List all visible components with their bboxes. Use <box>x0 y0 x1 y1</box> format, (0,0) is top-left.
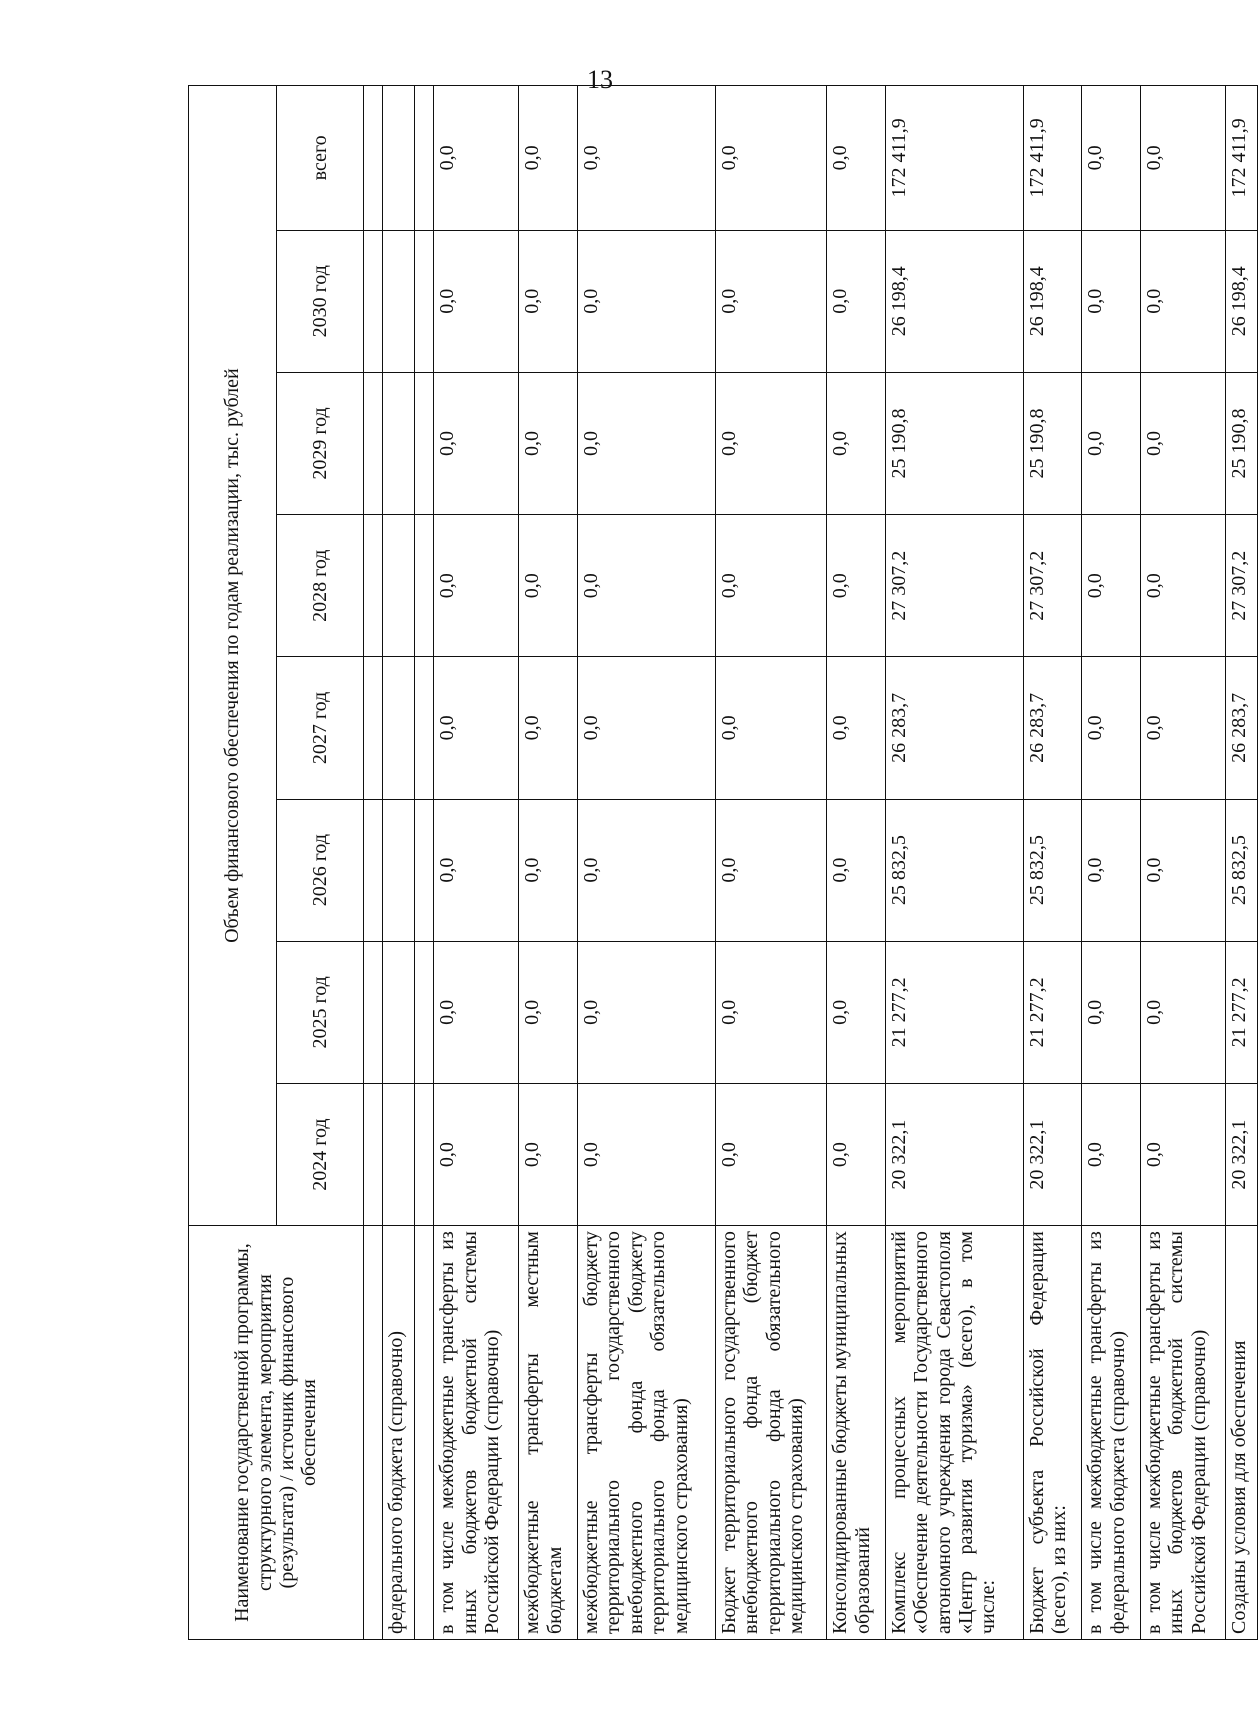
cell-value: 0,0 <box>827 372 886 514</box>
cell-value: 21 277,2 <box>885 941 1023 1083</box>
cell-value <box>383 372 415 514</box>
cell-value: 26 283,7 <box>885 657 1023 799</box>
cell-value: 21 277,2 <box>1023 941 1082 1083</box>
cell-value: 0,0 <box>519 86 578 231</box>
cell-value: 0,0 <box>434 1083 519 1225</box>
table-row <box>577 86 715 1640</box>
cell-value: 0,0 <box>434 230 519 372</box>
cell-value: 0,0 <box>715 657 826 799</box>
cell-value: 0,0 <box>519 657 578 799</box>
cell-value: 0,0 <box>1082 799 1141 941</box>
cell-value: 0,0 <box>827 86 886 231</box>
table-row <box>1023 86 1082 1640</box>
cell-value <box>383 515 415 657</box>
cell-value: 0,0 <box>827 799 886 941</box>
cell-value: 0,0 <box>519 941 578 1083</box>
row-name: Бюджет субъекта Российской Федерации (всего), из них: <box>1023 1226 1082 1640</box>
table-row <box>519 86 578 1640</box>
cell-value: 0,0 <box>577 515 715 657</box>
cell-value: 0,0 <box>577 799 715 941</box>
cell-value: 0,0 <box>1140 657 1225 799</box>
cell-value: 0,0 <box>715 86 826 231</box>
cell-value: 0,0 <box>715 230 826 372</box>
cell-value <box>383 799 415 941</box>
table-row <box>364 86 383 1640</box>
cell-value <box>383 941 415 1083</box>
cell-value: 0,0 <box>1140 941 1225 1083</box>
cell-value: 0,0 <box>577 230 715 372</box>
table-row <box>434 86 519 1640</box>
cell-value: 26 283,7 <box>1023 657 1082 799</box>
cell-value: 0,0 <box>827 1083 886 1225</box>
cell-value: 0,0 <box>434 372 519 514</box>
header-year: 2025 год <box>276 941 364 1083</box>
table-row <box>1140 86 1225 1640</box>
cell-value: 0,0 <box>827 941 886 1083</box>
cell-value: 26 198,4 <box>1023 230 1082 372</box>
header-row-top <box>189 86 277 1640</box>
cell-value: 0,0 <box>519 372 578 514</box>
row-name: Комплекс процессных мероприятий «Обеспечение деятельности Государственного автономного учреждения города Севастополя «Центр развития туризма» (всего), в том числе: <box>885 1226 1023 1640</box>
cell-value: 0,0 <box>715 1083 826 1225</box>
cell-value: 0,0 <box>1082 86 1141 231</box>
page-number: 13 <box>587 65 613 94</box>
cell-value: 0,0 <box>1082 941 1141 1083</box>
cell-value <box>383 86 415 231</box>
cell-value: 0,0 <box>715 515 826 657</box>
cell-value: 172 411,9 <box>885 86 1023 231</box>
cell-value: 0,0 <box>715 372 826 514</box>
cell-value: 0,0 <box>519 230 578 372</box>
cell-value: 25 832,5 <box>1225 799 1257 941</box>
cell-value: 0,0 <box>1140 86 1225 231</box>
rotated-table-frame <box>188 85 1250 1640</box>
header-year: 2026 год <box>276 799 364 941</box>
cell-value: 27 307,2 <box>1023 515 1082 657</box>
header-total: всего <box>276 86 364 231</box>
cell-value: 0,0 <box>1140 1083 1225 1225</box>
row-name: межбюджетные трансферты бюджету территориального государственного внебюджетного фонда (бюджету территориального фонда обязательного медицинского страхования) <box>577 1226 715 1640</box>
cell-value: 25 190,8 <box>1023 372 1082 514</box>
header-year: 2024 год <box>276 1083 364 1225</box>
row-name: Бюджет территориального государственного внебюджетного фонда (бюджет территориального фонда обязательного медицинского страхования) <box>715 1226 826 1640</box>
cell-value: 0,0 <box>1082 515 1141 657</box>
table-row <box>415 86 434 1640</box>
cell-value: 26 283,7 <box>1225 657 1257 799</box>
cell-value: 26 198,4 <box>885 230 1023 372</box>
cell-value: 20 322,1 <box>1023 1083 1082 1225</box>
row-name: межбюджетные трансферты местным бюджетам <box>519 1226 578 1640</box>
row-name: в том числе межбюджетные трансферты из иных бюджетов бюджетной системы Российской Федерации (справочно) <box>1140 1226 1225 1640</box>
cell-value: 0,0 <box>1082 1083 1141 1225</box>
header-year: 2029 год <box>276 372 364 514</box>
table-row <box>885 86 1023 1640</box>
cell-value: 0,0 <box>434 799 519 941</box>
cell-value: 25 832,5 <box>1023 799 1082 941</box>
cell-value: 172 411,9 <box>1023 86 1082 231</box>
row-name: в том числе межбюджетные трансферты из федерального бюджета (справочно) <box>1082 1226 1141 1640</box>
cell-value: 25 832,5 <box>885 799 1023 941</box>
cell-value: 0,0 <box>1082 657 1141 799</box>
cell-value: 0,0 <box>1140 799 1225 941</box>
cell-value: 0,0 <box>577 657 715 799</box>
cell-value: 0,0 <box>1082 230 1141 372</box>
row-name: Консолидированные бюджеты муниципальных образований <box>827 1226 886 1640</box>
cell-value: 27 307,2 <box>885 515 1023 657</box>
cell-value: 0,0 <box>827 230 886 372</box>
cell-value <box>383 230 415 372</box>
header-year: 2030 год <box>276 230 364 372</box>
cell-value: 0,0 <box>519 799 578 941</box>
cell-value: 25 190,8 <box>1225 372 1257 514</box>
table-row <box>827 86 886 1640</box>
row-name: федерального бюджета (справочно) <box>383 1226 415 1640</box>
cell-value: 0,0 <box>715 941 826 1083</box>
table-row <box>1082 86 1141 1640</box>
cell-value: 20 322,1 <box>1225 1083 1257 1225</box>
row-name: в том числе межбюджетные трансферты из иных бюджетов бюджетной системы Российской Федерации (справочно) <box>434 1226 519 1640</box>
cell-value: 0,0 <box>1082 372 1141 514</box>
cell-value: 21 277,2 <box>1225 941 1257 1083</box>
table-row <box>1225 86 1257 1640</box>
cell-value: 172 411,9 <box>1225 86 1257 231</box>
header-year: 2028 год <box>276 515 364 657</box>
header-year: 2027 год <box>276 657 364 799</box>
cell-value: 25 190,8 <box>885 372 1023 514</box>
cell-value <box>383 1083 415 1225</box>
header-volume-group: Объем финансового обеспечения по годам реализации, тыс. рублей <box>189 86 277 1226</box>
financing-table <box>188 85 1258 1640</box>
cell-value: 0,0 <box>577 1083 715 1225</box>
cell-value: 0,0 <box>434 86 519 231</box>
cell-value: 0,0 <box>827 657 886 799</box>
table-row <box>715 86 826 1640</box>
cell-value: 0,0 <box>1140 515 1225 657</box>
cell-value: 0,0 <box>434 941 519 1083</box>
cell-value: 0,0 <box>715 799 826 941</box>
row-name: Созданы условия для обеспечения <box>1225 1226 1257 1640</box>
table-row <box>383 86 415 1640</box>
cell-value: 0,0 <box>827 515 886 657</box>
cell-value: 26 198,4 <box>1225 230 1257 372</box>
cell-value: 20 322,1 <box>885 1083 1023 1225</box>
header-name-column: Наименование государственной программы, структурного элемента, мероприятия (результата) / источник финансового обеспечения <box>189 1226 364 1640</box>
cell-value: 0,0 <box>577 372 715 514</box>
cell-value: 0,0 <box>519 515 578 657</box>
cell-value: 0,0 <box>434 515 519 657</box>
cell-value: 0,0 <box>1140 372 1225 514</box>
cell-value: 27 307,2 <box>1225 515 1257 657</box>
cell-value: 0,0 <box>519 1083 578 1225</box>
cell-value: 0,0 <box>434 657 519 799</box>
cell-value: 0,0 <box>1140 230 1225 372</box>
cell-value: 0,0 <box>577 86 715 231</box>
cell-value <box>383 657 415 799</box>
cell-value: 0,0 <box>577 941 715 1083</box>
